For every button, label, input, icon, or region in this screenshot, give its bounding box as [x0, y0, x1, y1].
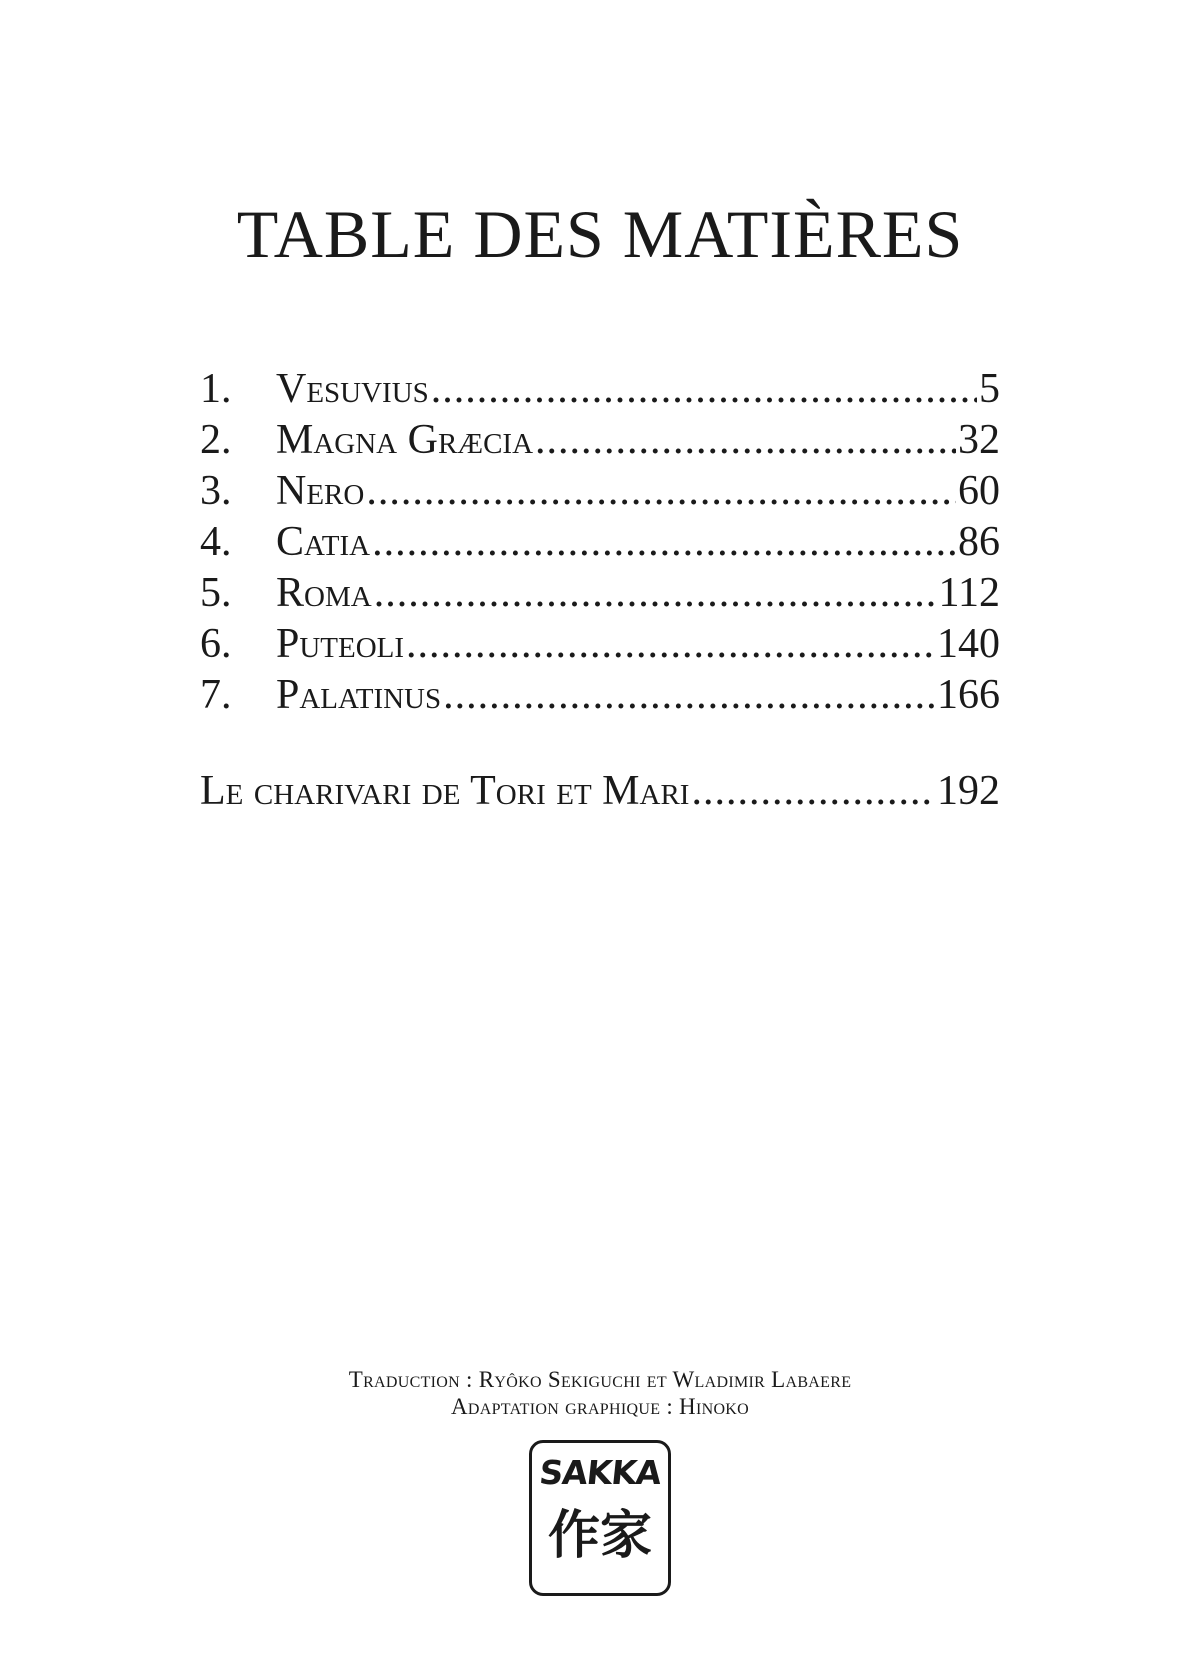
toc-entry	[200, 364, 1000, 415]
toc-entry-title: Roma	[276, 570, 372, 616]
toc-entry-title: Nero	[276, 468, 365, 514]
logo-kanji-text: 作家	[547, 1506, 652, 1566]
toc-entry-title: Magna Græcia	[276, 417, 534, 463]
toc-entry-title: Catia	[276, 519, 371, 565]
toc-entry-number: 1.	[200, 366, 232, 412]
publisher-logo	[529, 1440, 671, 1596]
toc-entry-title: Vesuvius	[276, 366, 429, 412]
toc-entry-number: 4.	[200, 519, 232, 565]
table-of-contents	[200, 364, 1000, 721]
toc-entry-page: 5	[979, 366, 1000, 412]
toc-entry	[200, 619, 1000, 670]
toc-entry-title: Palatinus	[276, 672, 442, 718]
toc-entry-number: 7.	[200, 672, 232, 718]
translation-credit: Traduction : Ryôko Sekiguchi et Wladimir Labaere	[348, 1367, 852, 1392]
toc-entry-page: 112	[938, 570, 1000, 616]
toc-entry	[200, 670, 1000, 721]
dot-leader	[374, 568, 937, 619]
toc-extra-page: 192	[937, 768, 1000, 814]
page-title: TABLE DES MATIÈRES	[236, 196, 964, 272]
dot-leader	[366, 466, 956, 517]
toc-entry-page: 32	[958, 417, 1000, 463]
toc-entry-number: 6.	[200, 621, 232, 667]
toc-extra-entry	[200, 766, 1000, 817]
toc-entry-title: Puteoli	[276, 621, 405, 667]
dot-leader	[691, 766, 935, 817]
toc-entry-number: 5.	[200, 570, 232, 616]
adaptation-credit: Adaptation graphique : Hinoko	[450, 1394, 750, 1419]
toc-entry	[200, 517, 1000, 568]
toc-entry-page: 60	[958, 468, 1000, 514]
dot-leader	[443, 670, 935, 721]
toc-entry-number: 2.	[200, 417, 232, 463]
toc-entry	[200, 415, 1000, 466]
credits	[0, 1366, 1200, 1420]
toc-entry-page: 86	[958, 519, 1000, 565]
toc-entry-page: 166	[937, 672, 1000, 718]
toc-entry	[200, 466, 1000, 517]
toc-extra-title: Le charivari de Tori et Mari	[200, 768, 690, 814]
toc-entry-number: 3.	[200, 468, 232, 514]
dot-leader	[535, 415, 956, 466]
dot-leader	[431, 364, 977, 415]
toc-entry-page: 140	[937, 621, 1000, 667]
dot-leader	[406, 619, 935, 670]
logo-latin-text: SAKKA	[537, 1453, 663, 1492]
dot-leader	[372, 517, 956, 568]
toc-entry	[200, 568, 1000, 619]
